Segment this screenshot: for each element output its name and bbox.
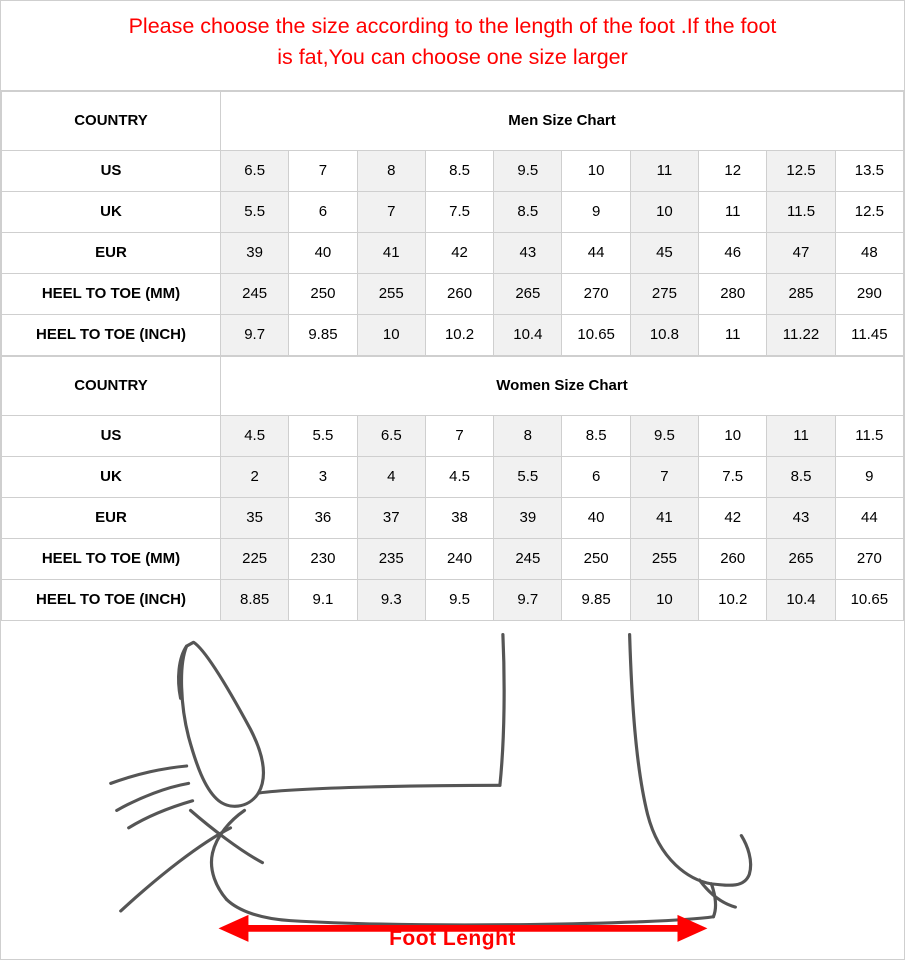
women-row-heel-inch (2, 579, 904, 620)
cell: 255 (630, 538, 698, 579)
cell: 7.5 (699, 456, 767, 497)
cell: 11.22 (767, 314, 835, 355)
cell: 2 (221, 456, 289, 497)
cell: 9.85 (562, 579, 630, 620)
men-row-heel-inch (2, 314, 904, 355)
cell: 46 (699, 232, 767, 273)
row-label-heel-inch: HEEL TO TOE (INCH) (2, 314, 221, 355)
women-row-uk (2, 456, 904, 497)
cell: 39 (221, 232, 289, 273)
cell: 8.5 (562, 415, 630, 456)
cell: 37 (357, 497, 425, 538)
cell: 255 (357, 273, 425, 314)
cell: 9.85 (289, 314, 357, 355)
cell: 7 (425, 415, 493, 456)
cell: 250 (289, 273, 357, 314)
row-label-uk: UK (2, 456, 221, 497)
men-row-heel-mm (2, 273, 904, 314)
cell: 265 (494, 273, 562, 314)
cell: 7 (357, 191, 425, 232)
cell: 9.5 (494, 150, 562, 191)
foot-measurement-illustration (1, 621, 904, 959)
cell: 12.5 (835, 191, 903, 232)
cell: 8 (494, 415, 562, 456)
cell: 12 (699, 150, 767, 191)
cell: 3 (289, 456, 357, 497)
cell: 10.2 (425, 314, 493, 355)
cell: 4 (357, 456, 425, 497)
cell: 8.5 (494, 191, 562, 232)
row-label-us: US (2, 150, 221, 191)
cell: 260 (699, 538, 767, 579)
cell: 9.7 (494, 579, 562, 620)
cell: 270 (562, 273, 630, 314)
men-row-uk (2, 191, 904, 232)
size-advice-notice (1, 1, 904, 91)
cell: 235 (357, 538, 425, 579)
men-row-eur (2, 232, 904, 273)
cell: 5.5 (221, 191, 289, 232)
cell: 10.65 (835, 579, 903, 620)
cell: 47 (767, 232, 835, 273)
cell: 48 (835, 232, 903, 273)
cell: 6 (289, 191, 357, 232)
foot-diagram-svg (1, 621, 904, 959)
men-chart-title: Men Size Chart (221, 91, 904, 150)
cell: 40 (289, 232, 357, 273)
cell: 245 (494, 538, 562, 579)
cell: 44 (562, 232, 630, 273)
cell: 225 (221, 538, 289, 579)
cell: 12.5 (767, 150, 835, 191)
cell: 9.5 (630, 415, 698, 456)
row-label-heel-mm: HEEL TO TOE (MM) (2, 273, 221, 314)
men-country-label: COUNTRY (2, 91, 221, 150)
cell: 10.4 (494, 314, 562, 355)
cell: 250 (562, 538, 630, 579)
row-label-heel-inch: HEEL TO TOE (INCH) (2, 579, 221, 620)
cell: 10 (357, 314, 425, 355)
cell: 8.85 (221, 579, 289, 620)
cell: 290 (835, 273, 903, 314)
men-size-table (1, 91, 904, 356)
cell: 265 (767, 538, 835, 579)
cell: 42 (425, 232, 493, 273)
cell: 6.5 (221, 150, 289, 191)
cell: 275 (630, 273, 698, 314)
cell: 41 (357, 232, 425, 273)
foot-outline (111, 634, 751, 924)
cell: 11.5 (835, 415, 903, 456)
cell: 10 (699, 415, 767, 456)
notice-line-1: Please choose the size according to the length of the foot .If the foot (128, 14, 777, 38)
cell: 11.45 (835, 314, 903, 355)
foot-length-label: Foot Lenght (389, 927, 516, 950)
row-label-eur: EUR (2, 497, 221, 538)
cell: 11.5 (767, 191, 835, 232)
cell: 9.5 (425, 579, 493, 620)
cell: 8 (357, 150, 425, 191)
cell: 11 (699, 191, 767, 232)
cell: 38 (425, 497, 493, 538)
cell: 35 (221, 497, 289, 538)
cell: 11 (767, 415, 835, 456)
row-label-eur: EUR (2, 232, 221, 273)
cell: 43 (494, 232, 562, 273)
cell: 4.5 (425, 456, 493, 497)
cell: 43 (767, 497, 835, 538)
cell: 7 (630, 456, 698, 497)
cell: 5.5 (494, 456, 562, 497)
cell: 39 (494, 497, 562, 538)
row-label-heel-mm: HEEL TO TOE (MM) (2, 538, 221, 579)
cell: 11 (630, 150, 698, 191)
cell: 9.1 (289, 579, 357, 620)
cell: 6 (562, 456, 630, 497)
cell: 45 (630, 232, 698, 273)
cell: 10.4 (767, 579, 835, 620)
women-country-label: COUNTRY (2, 356, 221, 415)
cell: 10.8 (630, 314, 698, 355)
cell: 9 (562, 191, 630, 232)
cell: 5.5 (289, 415, 357, 456)
cell: 280 (699, 273, 767, 314)
cell: 11 (699, 314, 767, 355)
cell: 7.5 (425, 191, 493, 232)
cell: 270 (835, 538, 903, 579)
cell: 10 (630, 191, 698, 232)
women-row-eur (2, 497, 904, 538)
women-header-row (2, 356, 904, 415)
notice-line-2: is fat,You can choose one size larger (277, 44, 628, 69)
cell: 245 (221, 273, 289, 314)
men-row-us (2, 150, 904, 191)
cell: 40 (562, 497, 630, 538)
women-row-heel-mm (2, 538, 904, 579)
cell: 13.5 (835, 150, 903, 191)
cell: 8.5 (767, 456, 835, 497)
cell: 10.2 (699, 579, 767, 620)
cell: 9.7 (221, 314, 289, 355)
cell: 10.65 (562, 314, 630, 355)
cell: 4.5 (221, 415, 289, 456)
cell: 42 (699, 497, 767, 538)
women-chart-title: Women Size Chart (221, 356, 904, 415)
cell: 41 (630, 497, 698, 538)
cell: 10 (630, 579, 698, 620)
women-row-us (2, 415, 904, 456)
cell: 9 (835, 456, 903, 497)
cell: 285 (767, 273, 835, 314)
cell: 6.5 (357, 415, 425, 456)
cell: 230 (289, 538, 357, 579)
men-header-row (2, 91, 904, 150)
cell: 260 (425, 273, 493, 314)
cell: 7 (289, 150, 357, 191)
women-size-table (1, 356, 904, 621)
cell: 10 (562, 150, 630, 191)
row-label-uk: UK (2, 191, 221, 232)
cell: 36 (289, 497, 357, 538)
cell: 9.3 (357, 579, 425, 620)
cell: 8.5 (425, 150, 493, 191)
cell: 240 (425, 538, 493, 579)
row-label-us: US (2, 415, 221, 456)
cell: 44 (835, 497, 903, 538)
